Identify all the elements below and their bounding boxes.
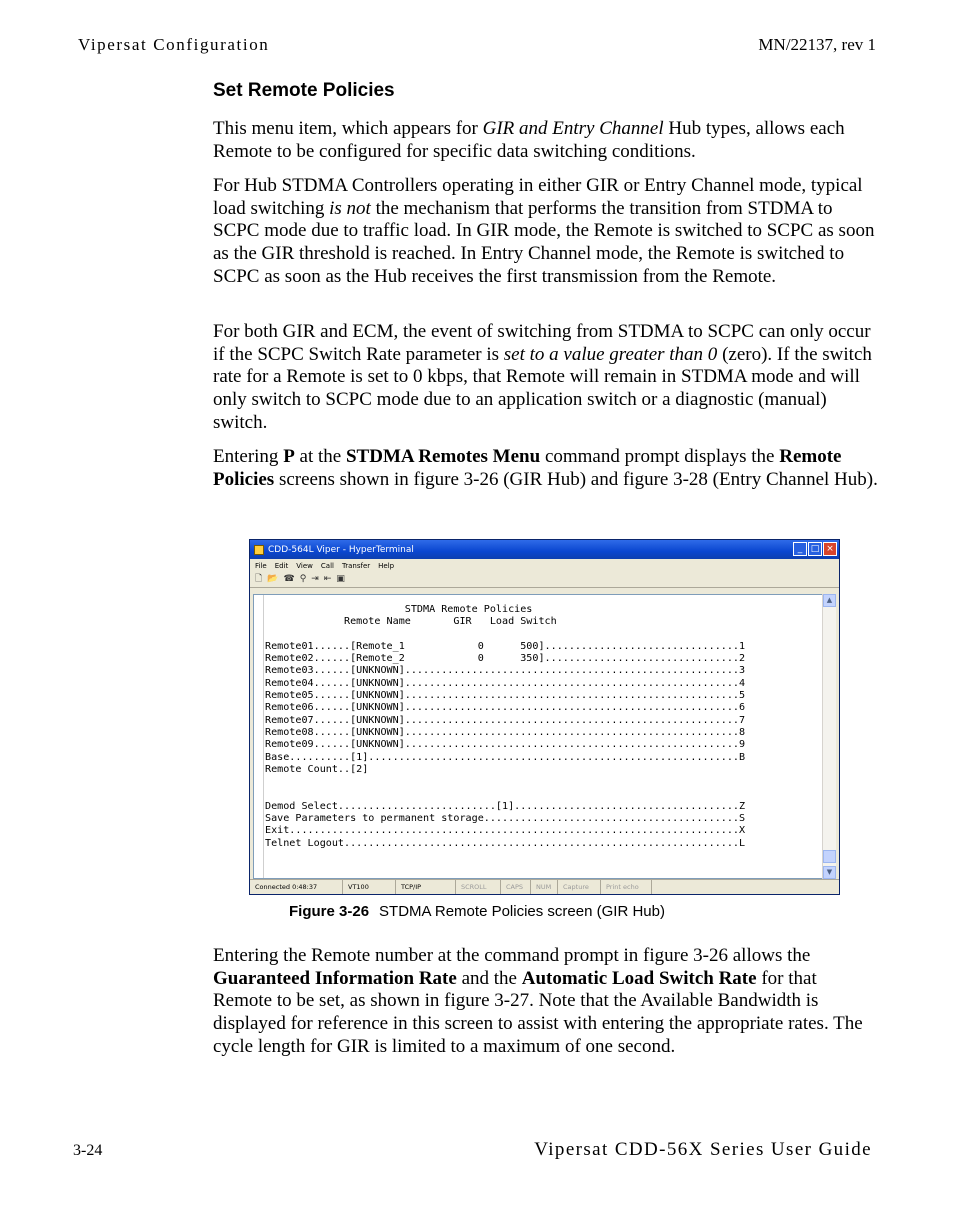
paragraph-hub-controllers <box>213 175 878 289</box>
window-titlebar[interactable] <box>250 540 839 559</box>
header-title: Vipersat Configuration <box>78 35 270 54</box>
italic-text: set to a value greater than 0 <box>503 343 718 365</box>
text-span: at the <box>294 446 346 467</box>
bold-text: P <box>283 446 295 467</box>
figure-caption-text: STDMA Remote Policies screen (GIR Hub) <box>379 903 665 920</box>
status-caps: CAPS <box>501 880 531 894</box>
menu-call[interactable]: Call <box>320 561 334 570</box>
status-num: NUM <box>531 880 558 894</box>
figure-caption <box>0 903 954 920</box>
status-scroll: SCROLL <box>456 880 501 894</box>
menu-file[interactable]: File <box>255 561 267 570</box>
status-emulation: VT100 <box>343 880 396 894</box>
italic-text: GIR and Entry Channel <box>482 118 664 139</box>
paragraph-entering-remote-number <box>213 945 878 1059</box>
send-icon[interactable]: ⇥ <box>311 574 319 584</box>
open-icon[interactable]: 📂 <box>267 574 279 584</box>
bold-text: Automatic Load Switch Rate <box>521 967 757 989</box>
toolbar <box>250 572 839 588</box>
text-span: Hub types, allows each Remote to be configured for specific data switching conditions. <box>213 118 845 162</box>
text-span: for that Remote to be set, as shown in figure 3-27. Note that the Available Bandwidth is displayed for reference in this screen to assist with entering the appropriate rates. The cycle length for GIR is limited to a maximum of one second. <box>213 967 863 1057</box>
text-span: Entering the Remote number at the command prompt in figure 3-26 allows the <box>213 945 811 966</box>
menu-edit[interactable]: Edit <box>274 561 289 570</box>
status-print-echo: Print echo <box>601 880 652 894</box>
bold-text: STDMA Remotes Menu <box>345 446 541 467</box>
terminal-screen[interactable] <box>253 594 824 879</box>
vertical-scrollbar[interactable] <box>822 594 836 879</box>
properties-icon[interactable]: ▣ <box>336 574 345 584</box>
status-protocol: TCP/IP <box>396 880 456 894</box>
text-span: the mechanism that performs the transition from STDMA to SCPC mode due to traffic load. In GIR mode, the Remote is switched to SCPC as soon as the GIR threshold is reached. In Entry Channel mode, the Remote is switched to SCPC as soon as the Hub receives the first transmission from the Remote. <box>213 197 875 287</box>
footer-title: Vipersat CDD-56X Series User Guide <box>534 1139 872 1160</box>
text-span: (zero). If the switch rate for a Remote is set to 0 kbps, that Remote will remain in STDMA mode and will only switch to SCPC mode due to an application switch or a diagnostic (manual) switch. <box>213 343 872 433</box>
scroll-thumb[interactable] <box>823 850 836 863</box>
minimize-button[interactable]: _ <box>793 542 807 556</box>
disconnect-icon[interactable]: ⚲ <box>299 574 307 584</box>
status-capture: Capture <box>558 880 601 894</box>
status-bar <box>250 879 839 894</box>
window-title: CDD-564L Viper - HyperTerminal <box>268 544 414 555</box>
paragraph-intro <box>213 118 878 163</box>
text-span: command prompt displays the <box>540 446 780 467</box>
menu-bar <box>250 559 839 572</box>
scroll-down-icon[interactable]: ▼ <box>823 866 836 879</box>
receive-icon[interactable]: ⇤ <box>323 574 332 584</box>
page-number: 3-24 <box>73 1142 103 1159</box>
text-span: Entering <box>213 446 284 467</box>
text-span: For Hub STDMA Controllers operating in either GIR or Entry Channel mode, typical load switching <box>213 175 863 219</box>
terminal-text: STDMA Remote Policies Remote Name GIR Load Switch Remote01......[Remote_1 0 500]................................1 Remote02......[Remote_2 0 350]................................2 Remote03......[UNKNOWN].......................................................3 Remote04......[UNKNOWN].......................................................4 Remote05......[UNKNOWN].......................................................5 Remote06......[UNKNOWN].......................................................6 Remote07......[UNKNOWN].......................................................7 Remote08......[UNKNOWN].......................................................8 Remote09......[UNKNOWN].......................................................9 Base..........[1].............................................................B Remote Count..[2] Demod Select..........................[1].....................................Z Save Parameters to permanent storage..........................................S Exit..........................................................................X Telnet Logout.................................................................L <box>265 604 746 849</box>
section-title: Set Remote Policies <box>213 80 395 101</box>
text-span: and the <box>456 967 522 989</box>
new-icon[interactable]: 🗋 <box>255 574 263 584</box>
italic-text: is not <box>329 197 371 219</box>
menu-transfer[interactable]: Transfer <box>341 561 371 570</box>
text-span: This menu item, which appears for <box>213 118 483 139</box>
text-span: For both GIR and ECM, the event of switching from STDMA to SCPC can only occur if the SCPC Switch Rate parameter is <box>213 321 871 365</box>
text-span: screens shown in figure 3-26 (GIR Hub) and figure 3-28 (Entry Channel Hub). <box>274 468 878 490</box>
phone-icon[interactable]: ☎ <box>283 574 295 584</box>
hyperterminal-icon <box>254 545 264 555</box>
header-doc-number: MN/22137, rev 1 <box>758 35 876 54</box>
bold-text: Guaranteed Information Rate <box>213 967 457 989</box>
menu-help[interactable]: Help <box>378 561 395 570</box>
close-button[interactable]: × <box>823 542 837 556</box>
hyperterminal-window <box>249 539 840 895</box>
bold-text: Remote Policies <box>213 446 842 490</box>
figure-number: Figure 3-26 <box>289 903 370 920</box>
menu-view[interactable]: View <box>296 561 313 570</box>
paragraph-entering-p <box>213 446 878 491</box>
status-connected: Connected 0:48:37 <box>250 880 343 894</box>
paragraph-switch-conditions <box>213 321 878 435</box>
maximize-button[interactable]: □ <box>808 542 822 556</box>
scroll-up-icon[interactable]: ▲ <box>823 594 836 607</box>
